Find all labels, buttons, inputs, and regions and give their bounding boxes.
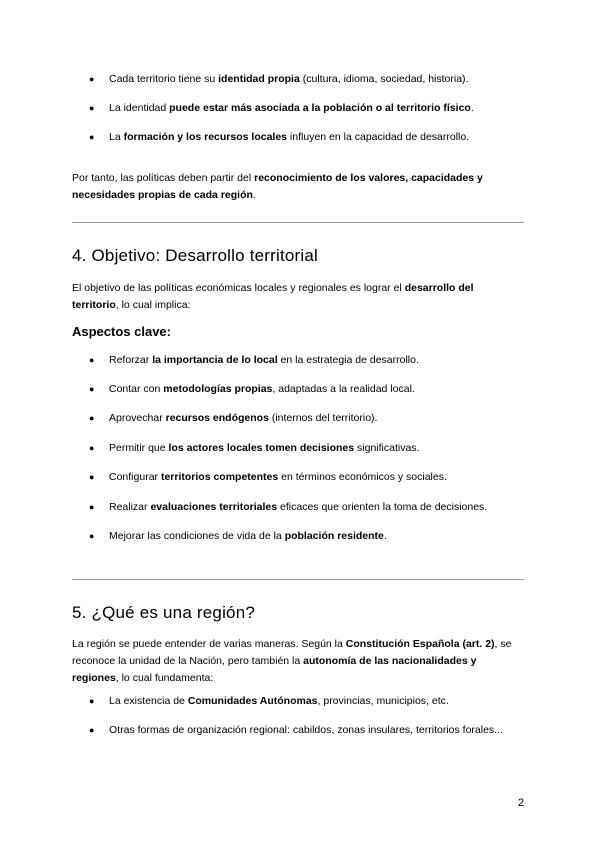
document-page: ● Cada territorio tiene su identidad propia (cultura, idioma, sociedad, historia). ● La identidad puede estar más asociada a la población o al territorio físico. ● La formación y los recursos locales influyen en la capacidad de desarrollo. Por tanto, las políticas deben partir del reconocimiento de los valores, capacidades y necesidades propias de cada región. 4. Objetivo: Desarrollo territorial El objetivo de las políticas económicas locales y regionales es lograr el desarrollo del territorio, lo cual implica: Aspectos clave: ● Reforzar la importancia de lo local en la estrategia de desarrollo. ● Contar con metodologías propias, adaptadas a la realidad local. ● Aprovechar recursos endógenos (internos del territorio). ● Permitir que los actores locales tomen decisiones significativas. ● Configurar territorios competentes en términos económicos y sociales. ● Realizar evaluaciones territoriales eficaces que orienten la toma de decisiones. ● Mejorar las condiciones de vida de la población residente. 5. ¿Qué es una región? La región se puede entender de varias maneras. Según la Constitución Española (art. 2), se reconoce la unidad de la Nación, pero también la autonomía de las nacionalidades y regiones, lo cual fundamenta: ● La existencia de Comunidades Autónomas, provincias, municipios, etc. ● Otras formas de organización regional: cabildos, zonas insulares, territorios forales... 2 bbox=[72, 73, 525, 809]
section-4-intro: El objetivo de las políticas económicas locales y regionales es lograr el desarrollo del territorio, lo cual implica: bbox=[72, 282, 474, 311]
bullet-icon: ● bbox=[89, 443, 95, 453]
bullet-icon: ● bbox=[89, 413, 95, 423]
bullet-icon: ● bbox=[89, 502, 95, 512]
bullet-icon: ● bbox=[89, 384, 95, 394]
page-number: 2 bbox=[518, 797, 525, 809]
bullet-icon: ● bbox=[89, 355, 95, 365]
bullet-icon: ● bbox=[89, 103, 95, 113]
bullet-icon: ● bbox=[89, 74, 95, 84]
bullet-icon: ● bbox=[89, 472, 95, 482]
bullet-icon: ● bbox=[89, 132, 95, 142]
section-5-heading: 5. ¿Qué es una región? bbox=[72, 603, 256, 622]
section-4-heading: 4. Objetivo: Desarrollo territorial bbox=[72, 246, 319, 265]
conclusion-paragraph: Por tanto, las políticas deben partir del reconocimiento de los valores, capacidades y necesidades propias de cada región. bbox=[72, 172, 483, 201]
bullet-icon: ● bbox=[89, 696, 95, 706]
section-divider bbox=[72, 579, 524, 580]
section-5-intro: La región se puede entender de varias maneras. Según la Constitución Española (art. 2), se reconoce la unidad de la Nación, pero también la autonomía de las nacionalidades y regiones, lo cual fundamenta: bbox=[72, 638, 512, 684]
bullet-icon: ● bbox=[89, 531, 95, 541]
aspects-subheading: Aspectos clave: bbox=[72, 324, 171, 339]
section-divider bbox=[72, 222, 524, 223]
bullet-icon: ● bbox=[89, 725, 95, 735]
